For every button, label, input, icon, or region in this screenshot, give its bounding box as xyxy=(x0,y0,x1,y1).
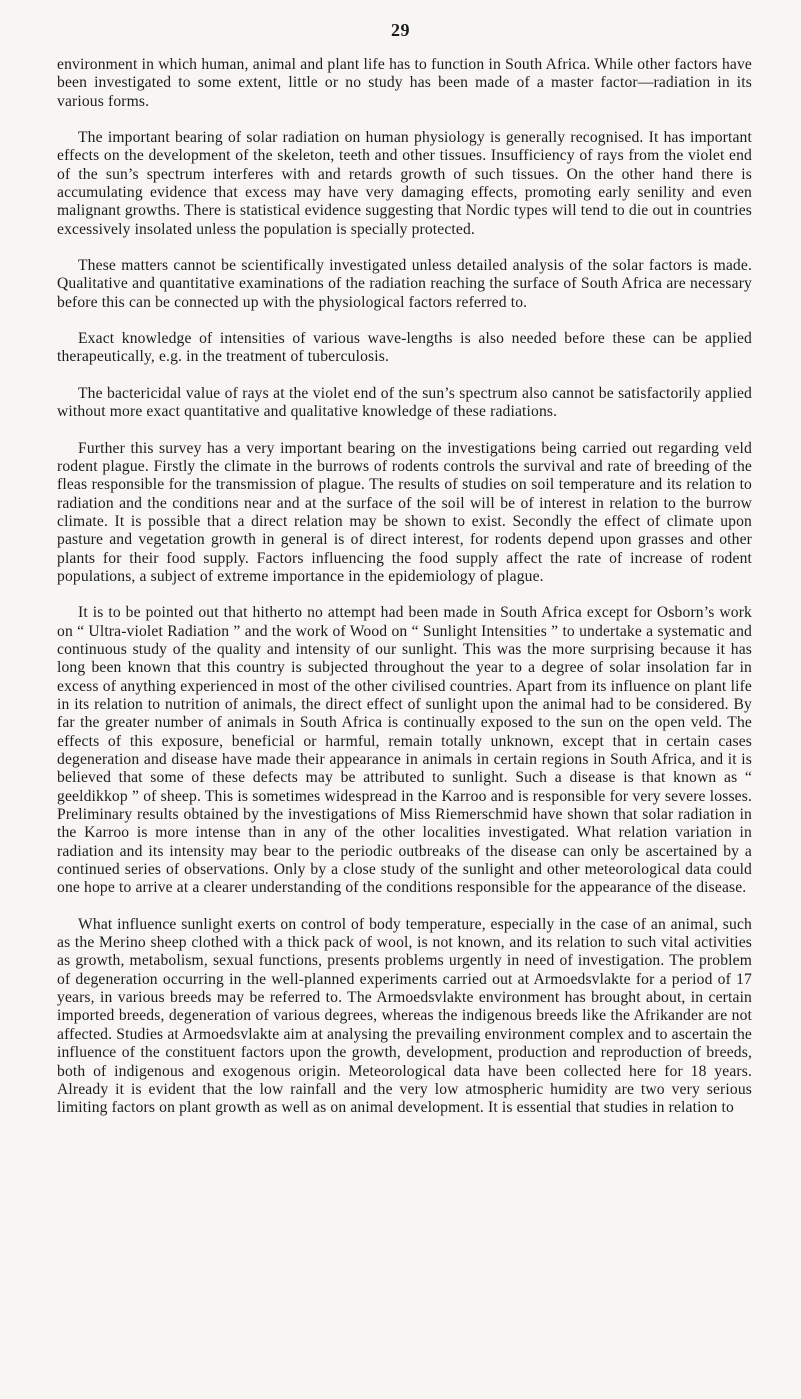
paragraph-6: Further this survey has a very important bearing on the investigations being carried out regarding veld rodent plague. Firstly the climate in the burrows of rodents controls the survival and rate of breeding of the fleas responsible for the transmission of plague. The results of studies on soil temperature and its relation to radiation and the conditions near and at the surface of the soil will be of interest in relation to the burrow climate. It is possible that a direct relation may be shown to exist. Secondly the effect of climate upon pasture and vegetation growth in general is of direct interest, for rodents depend upon grasses and other plants for their food supply. Factors influencing the food supply affect the rate of increase of rodent populations, a subject of extreme importance in the epidemiology of plague. xyxy=(57,439,752,585)
body-text xyxy=(57,56,752,1136)
paragraph-4: Exact knowledge of intensities of various wave-lengths is also needed before these can be applied therapeutically, e.g. in the treatment of tuberculosis. xyxy=(57,330,752,366)
page-number: 29 xyxy=(391,20,410,40)
paragraph-7: It is to be pointed out that hitherto no attempt had been made in South Africa except for Osborn’s work on “ Ultra-violet Radiation ” and the work of Wood on “ Sunlight Intensities ” to undertake a systematic and continuous study of the quality and intensity of our sunlight. This was the more surprising because it has long been known that this country is subjected throughout the year to a degree of solar insolation far in excess of anything experienced in most of the other civilised countries. Apart from its influence on plant life in its relation to nutrition of animals, the direct effect of sunlight upon the animal had to be considered. By far the greater number of animals in South Africa is continually exposed to the sun on the open veld. The effects of this exposure, beneficial or harmful, remain totally unknown, except that in certain cases degeneration and disease have made their appearance in animals in certain regions in South Africa, and it is believed that some of these defects may be attributed to sunlight. Such a disease is that known as “ geeldikkop ” of sheep. This is sometimes widespread in the Karroo and is responsible for very severe losses. Preliminary results obtained by the investigations of Miss Riemerschmid have shown that solar radiation in the Karroo is more intense than in any of the other localities investigated. What relation variation in radiation and its intensity may bear to the periodic outbreaks of the disease can only be ascertained by a continued series of observations. Only by a close study of the sunlight and other meteorological data could one hope to arrive at a clearer understanding of the conditions responsible for the appearance of the disease. xyxy=(57,604,752,897)
paragraph-3: These matters cannot be scientifically investigated unless detailed analysis of the solar factors is made. Qualitative and quantitative examinations of the radiation reaching the surface of South Africa are necessary before this can be connected up with the physiological factors referred to. xyxy=(57,257,752,311)
paragraph-8: What influence sunlight exerts on control of body temperature, especially in the case of an animal, such as the Merino sheep clothed with a thick pack of wool, is not known, and its relation to such vital activities as growth, metabolism, sexual functions, presents problems urgently in need of investigation. The problem of degeneration occurring in the well-planned experiments carried out at Armoedsvlakte for a period of 17 years, in various breeds may be referred to. The Armoedsvlakte environment has brought about, in certain imported breeds, degeneration of various degrees, whereas the indigenous breeds like the Afrikander are not affected. Studies at Armoedsvlakte aim at analysing the prevailing environment complex and to ascertain the influence of the constituent factors upon the growth, development, production and reproduction of breeds, both of indigenous and exogenous origin. Meteorological data have been collected here for 18 years. Already it is evident that the low rainfall and the very low atmospheric humidity are two very serious limiting factors on plant growth as well as on animal development. It is essential that studies in relation to xyxy=(57,915,752,1117)
paragraph-1: environment in which human, animal and plant life has to function in South Africa. While other factors have been investigated to some extent, little or no study has been made of a master factor—radiation in its various forms. xyxy=(57,56,752,110)
paragraph-5: The bactericidal value of rays at the violet end of the sun’s spectrum also cannot be satisfactorily applied without more exact quantitative and qualitative knowledge of these radiations. xyxy=(57,384,752,421)
paragraph-2: The important bearing of solar radiation on human physiology is generally recognised. It has important effects on the development of the skeleton, teeth and other tissues. Insufficiency of rays from the violet end of the sun’s spectrum interferes with and retards growth of such tissues. On the other hand there is accumulating evidence that excess may have very damaging effects, promoting early senility and even malignant growths. There is statistical evidence suggesting that Nordic types will tend to die out in countries excessively insolated unless the population is specially protected. xyxy=(57,129,752,238)
